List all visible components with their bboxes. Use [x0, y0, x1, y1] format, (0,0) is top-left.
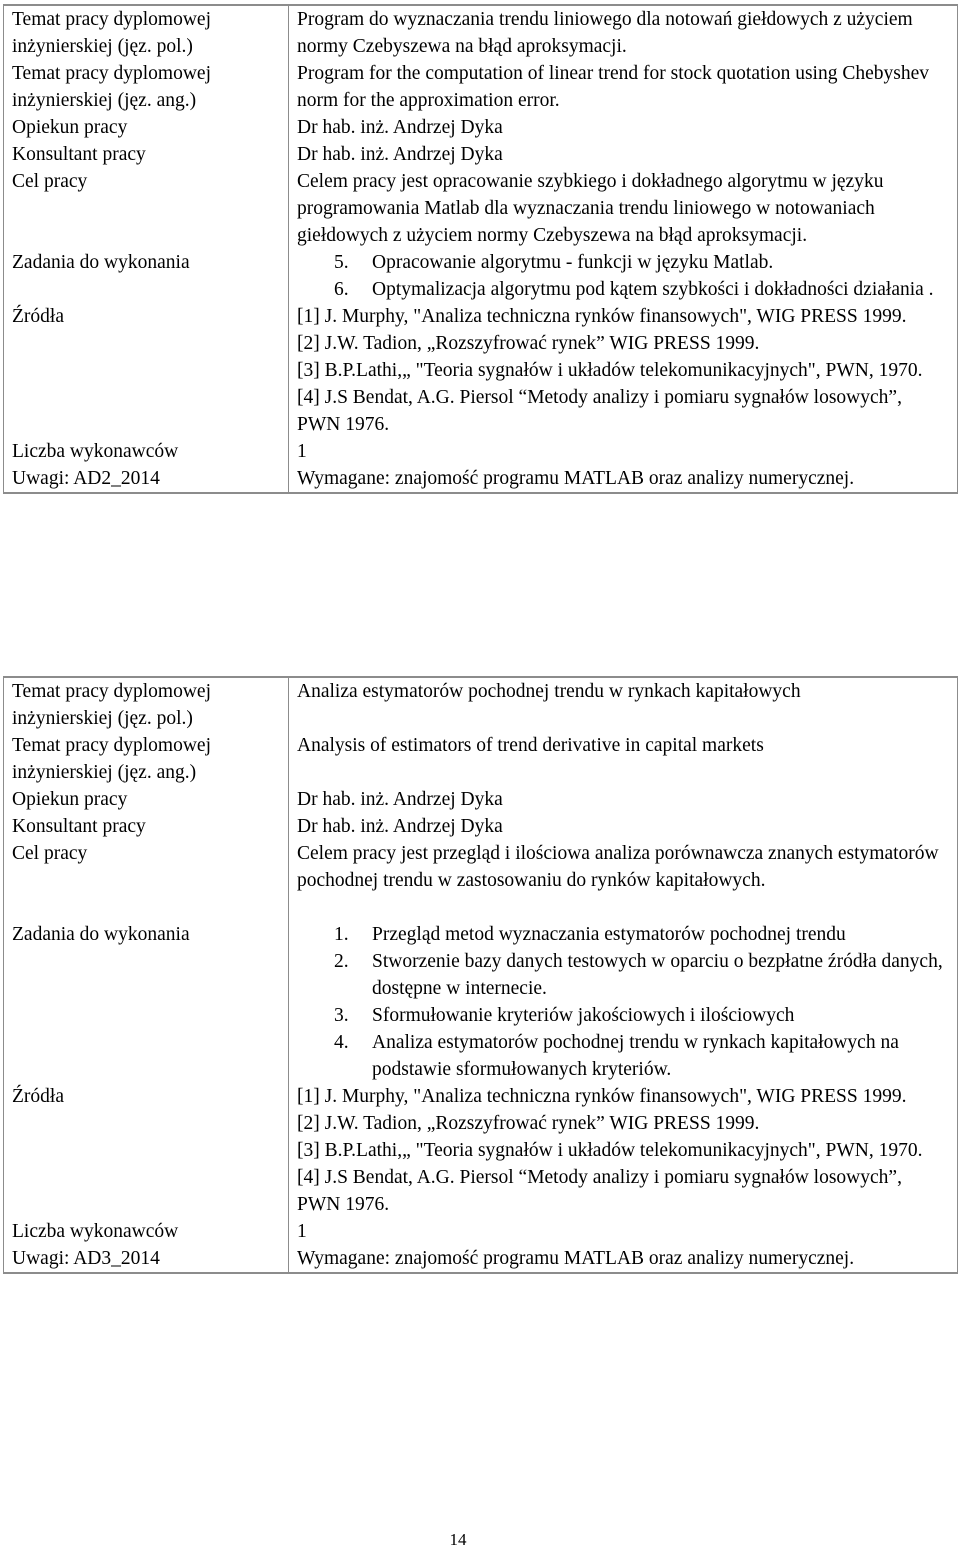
reference-item: [2] J.W. Tadion, „Rozszyfrować rynek” WIG PRESS 1999. — [297, 333, 760, 354]
row-topic-en — [4, 60, 958, 114]
row-tasks — [4, 249, 958, 303]
reference-list — [297, 303, 949, 438]
thesis-table-ad2 — [3, 4, 958, 494]
task-text: Optymalizacja algorytmu pod kątem szybkości i dokładności działania . — [372, 279, 934, 300]
task-text: Analiza estymatorów pochodnej trendu w rynkach kapitałowych na podstawie sformułowanych kryteriów. — [372, 1032, 899, 1080]
task-number: 1. — [334, 924, 349, 945]
task-item — [297, 276, 949, 303]
row-tasks — [4, 921, 958, 1083]
value-authors: 1 — [289, 1218, 958, 1245]
value-consultant: Dr hab. inż. Andrzej Dyka — [289, 813, 958, 840]
value-topic-pl: Program do wyznaczania trendu liniowego dla notowań giełdowych z użyciem normy Czebyszewa na błąd aproksymacji. — [289, 5, 958, 60]
label-notes: Uwagi: AD2_2014 — [4, 465, 289, 493]
task-number: 5. — [334, 252, 349, 273]
row-consultant — [4, 141, 958, 168]
task-text: Sformułowanie kryteriów jakościowych i ilościowych — [372, 1005, 795, 1026]
task-list — [297, 249, 949, 303]
task-item — [297, 1002, 949, 1029]
task-text: Przegląd metod wyznaczania estymatorów pochodnej trendu — [372, 924, 846, 945]
task-item — [297, 249, 949, 276]
task-list — [297, 921, 949, 1083]
row-notes — [4, 465, 958, 493]
row-goal — [4, 840, 958, 921]
value-tasks — [289, 921, 958, 1083]
label-sources: Źródła — [4, 1083, 289, 1218]
value-tasks — [289, 249, 958, 303]
page-number: 14 — [449, 1530, 467, 1549]
reference-item: [3] B.P.Lathi,„ "Teoria sygnałów i układów telekomunikacyjnych", PWN, 1970. — [297, 1140, 923, 1161]
reference-item: [2] J.W. Tadion, „Rozszyfrować rynek” WIG PRESS 1999. — [297, 1113, 760, 1134]
label-topic-en: Temat pracy dyplomowej inżynierskiej (jęz. ang.) — [4, 732, 289, 786]
row-notes — [4, 1245, 958, 1273]
value-supervisor: Dr hab. inż. Andrzej Dyka — [289, 786, 958, 813]
value-notes: Wymagane: znajomość programu MATLAB oraz analizy numerycznej. — [289, 465, 958, 493]
row-supervisor — [4, 114, 958, 141]
row-topic-pl — [4, 5, 958, 60]
task-item — [297, 1029, 949, 1083]
reference-list — [297, 1083, 949, 1218]
row-supervisor — [4, 786, 958, 813]
label-goal: Cel pracy — [4, 840, 289, 921]
label-notes: Uwagi: AD3_2014 — [4, 1245, 289, 1273]
thesis-table-ad3 — [3, 676, 958, 1274]
task-item — [297, 948, 949, 1002]
label-consultant: Konsultant pracy — [4, 813, 289, 840]
label-tasks: Zadania do wykonania — [4, 921, 289, 1083]
value-topic-en: Program for the computation of linear trend for stock quotation using Chebyshev norm for the approximation error. — [289, 60, 958, 114]
value-notes: Wymagane: znajomość programu MATLAB oraz analizy numerycznej. — [289, 1245, 958, 1273]
row-topic-en — [4, 732, 958, 786]
row-goal — [4, 168, 958, 249]
label-consultant: Konsultant pracy — [4, 141, 289, 168]
value-sources — [289, 1083, 958, 1218]
reference-item: [4] J.S Bendat, A.G. Piersol “Metody analizy i pomiaru sygnałów losowych”, PWN 1976. — [297, 387, 902, 435]
label-topic-en: Temat pracy dyplomowej inżynierskiej (jęz. ang.) — [4, 60, 289, 114]
reference-item: [4] J.S Bendat, A.G. Piersol “Metody analizy i pomiaru sygnałów losowych”, PWN 1976. — [297, 1167, 902, 1215]
label-supervisor: Opiekun pracy — [4, 786, 289, 813]
label-supervisor: Opiekun pracy — [4, 114, 289, 141]
task-number: 6. — [334, 279, 349, 300]
task-number: 4. — [334, 1032, 349, 1053]
label-topic-pl: Temat pracy dyplomowej inżynierskiej (jęz. pol.) — [4, 5, 289, 60]
value-sources — [289, 303, 958, 438]
task-number: 2. — [334, 951, 349, 972]
label-authors: Liczba wykonawców — [4, 1218, 289, 1245]
task-number: 3. — [334, 1005, 349, 1026]
label-topic-pl: Temat pracy dyplomowej inżynierskiej (jęz. pol.) — [4, 677, 289, 732]
value-topic-en: Analysis of estimators of trend derivative in capital markets — [289, 732, 958, 786]
value-goal: Celem pracy jest przegląd i ilościowa analiza porównawcza znanych estymatorów pochodnej trendu w zastosowaniu do rynków kapitałowych. — [289, 840, 958, 921]
row-sources — [4, 1083, 958, 1218]
value-goal: Celem pracy jest opracowanie szybkiego i dokładnego algorytmu w języku programowania Matlab dla wyznaczania trendu liniowego w notowaniach giełdowych z użyciem normy Czebyszewa na błąd aproksymacji. — [289, 168, 958, 249]
label-tasks: Zadania do wykonania — [4, 249, 289, 303]
row-sources — [4, 303, 958, 438]
row-topic-pl — [4, 677, 958, 732]
value-supervisor: Dr hab. inż. Andrzej Dyka — [289, 114, 958, 141]
task-text: Stworzenie bazy danych testowych w oparciu o bezpłatne źródła danych, dostępne w internecie. — [372, 951, 943, 999]
reference-item: [1] J. Murphy, "Analiza techniczna rynków finansowych", WIG PRESS 1999. — [297, 306, 907, 327]
reference-item: [1] J. Murphy, "Analiza techniczna rynków finansowych", WIG PRESS 1999. — [297, 1086, 907, 1107]
row-authors — [4, 1218, 958, 1245]
task-text: Opracowanie algorytmu - funkcji w języku Matlab. — [372, 252, 774, 273]
label-sources: Źródła — [4, 303, 289, 438]
reference-item: [3] B.P.Lathi,„ "Teoria sygnałów i układów telekomunikacyjnych", PWN, 1970. — [297, 360, 923, 381]
row-consultant — [4, 813, 958, 840]
row-authors — [4, 438, 958, 465]
task-item — [297, 921, 949, 948]
value-topic-pl: Analiza estymatorów pochodnej trendu w rynkach kapitałowych — [289, 677, 958, 732]
value-consultant: Dr hab. inż. Andrzej Dyka — [289, 141, 958, 168]
label-goal: Cel pracy — [4, 168, 289, 249]
label-authors: Liczba wykonawców — [4, 438, 289, 465]
value-authors: 1 — [289, 438, 958, 465]
